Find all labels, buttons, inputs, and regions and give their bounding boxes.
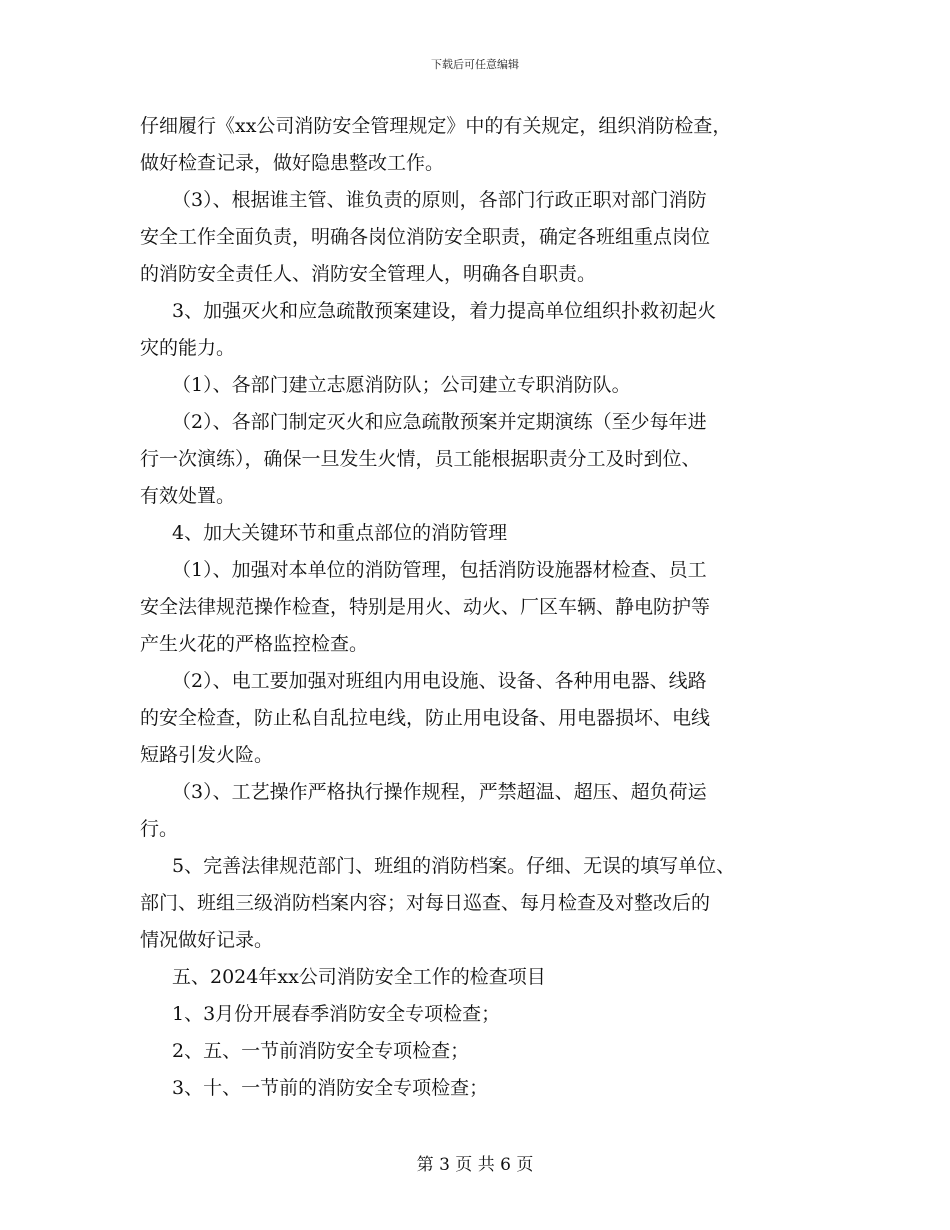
text-line: 5、完善法律规范部门、班组的消防档案。仔细、无误的填写单位、 <box>172 855 736 877</box>
text-line: 仔细履行《xx公司消防安全管理规定》中的有关规定，组织消防检查， <box>140 115 732 137</box>
text-line: 产生火花的严格监控检查。 <box>140 633 369 655</box>
page-footer: 第 3 页 共 6 页 <box>416 1155 534 1175</box>
text-line: 4、加大关键环节和重点部位的消防管理 <box>172 522 508 544</box>
text-line: 3、加强灭火和应急疏散预案建设，着力提高单位组织扑救初起火 <box>172 300 717 322</box>
text-line: （1）、加强对本单位的消防管理，包括消防设施器材检查、员工 <box>172 559 707 581</box>
text-line: （2）、各部门制定灭火和应急疏散预案并定期演练（至少每年进 <box>172 411 707 433</box>
text-line: 行。 <box>140 818 179 840</box>
text-line: 情况做好记录。 <box>140 929 274 951</box>
text-line: （3）、工艺操作严格执行操作规程，严禁超温、超压、超负荷运 <box>172 781 707 803</box>
text-line: 的安全检查，防止私自乱拉电线，防止用电设备、用电器损坏、电线 <box>140 707 711 729</box>
page-header: 下载后可任意编辑 <box>431 58 519 71</box>
text-line: 安全工作全面负责，明确各岗位消防安全职责，确定各班组重点岗位 <box>140 226 711 248</box>
text-line: 行一次演练），确保一旦发生火情，员工能根据职责分工及时到位、 <box>140 448 701 470</box>
text-line: （1）、各部门建立志愿消防队；公司建立专职消防队。 <box>172 374 631 396</box>
document-body <box>140 108 830 1107</box>
text-line: 部门、班组三级消防档案内容；对每日巡查、每月检查及对整改后的 <box>140 892 711 914</box>
text-line: 2、五、一节前消防安全专项检查； <box>172 1040 470 1062</box>
text-line: （3）、根据谁主管、谁负责的原则，各部门行政正职对部门消防 <box>172 189 707 211</box>
text-line: （2）、电工要加强对班组内用电设施、设备、各种用电器、线路 <box>172 670 707 692</box>
text-line: 灾的能力。 <box>140 337 236 359</box>
text-line: 3、十、一节前的消防安全专项检查； <box>172 1077 489 1099</box>
text-line: 做好检查记录，做好隐患整改工作。 <box>140 152 445 174</box>
text-line: 安全法律规范操作检查，特别是用火、动火、厂区车辆、静电防护等 <box>140 596 711 618</box>
text-line: 五、2024年xx公司消防安全工作的检查项目 <box>172 966 546 988</box>
text-line: 的消防安全责任人、消防安全管理人，明确各自职责。 <box>140 263 597 285</box>
text-line: 短路引发火险。 <box>140 744 274 766</box>
text-line: 1、3月份开展春季消防安全专项检查； <box>172 1003 501 1025</box>
text-line: 有效处置。 <box>140 485 236 507</box>
